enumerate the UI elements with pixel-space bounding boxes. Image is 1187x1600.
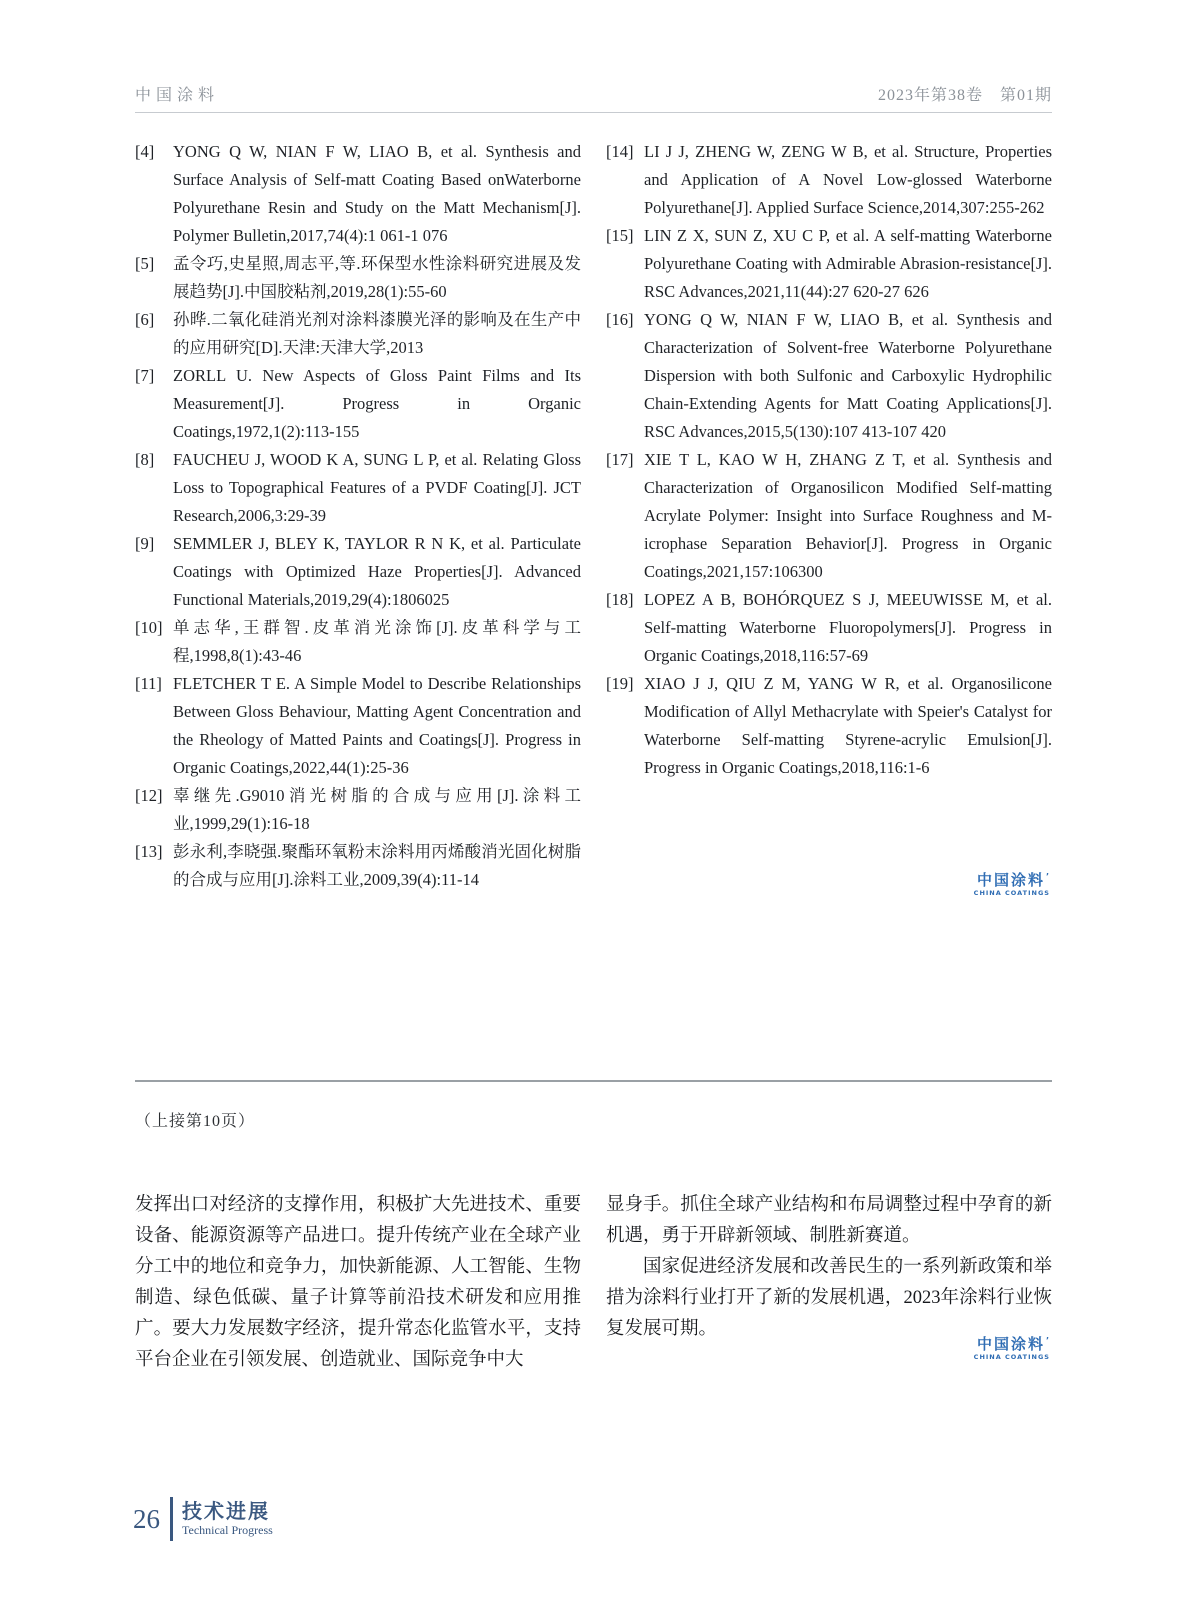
reference-text: 彭永利,李晓强.聚酯环氧粉末涂料用丙烯酸消光固化树脂的合成与应用[J].涂料工业,2009,39(4):11-14 (173, 842, 581, 889)
reference-list (135, 138, 1052, 894)
reference-number: [10] (135, 618, 163, 637)
footer-section-title: 技术进展 (182, 1499, 270, 1524)
section-divider (135, 1080, 1052, 1082)
reference-item (606, 222, 1052, 306)
reference-number: [17] (606, 450, 634, 469)
reference-column-left (135, 138, 581, 894)
reference-number: [19] (606, 674, 634, 693)
article-body-left-column (135, 1190, 581, 1376)
footer-section-subtitle: Technical Progress (182, 1523, 273, 1538)
footer-divider-bar (170, 1497, 173, 1541)
reference-item (135, 614, 581, 670)
china-coatings-logo-text: 中国涂料’ (976, 871, 1051, 889)
reference-number: [16] (606, 310, 634, 329)
reference-item (606, 670, 1052, 782)
reference-text: FAUCHEU J, WOOD K A, SUNG L P, et al. Relating Gloss Loss to Topographical Features of a PVDF Coating[J]. JCT Research,2006,3:29-39 (173, 450, 581, 525)
reference-text: LOPEZ A B, BOHÓRQUEZ S J, MEEUWISSE M, et al. Self-matting Waterborne Fluoropolymers[J]. Progress in Organic Coatings,2018,116:57-69 (644, 590, 1052, 665)
reference-item (135, 838, 581, 894)
reference-item (135, 306, 581, 362)
trademark-mark: ’ (1045, 1336, 1051, 1345)
reference-text: LIN Z X, SUN Z, XU C P, et al. A self-matting Waterborne Polyurethane Coating with Admirable Abrasion-resistance[J]. RSC Advances,2021,11(44):27 620-27 626 (644, 226, 1052, 301)
page-number: 26 (133, 1503, 160, 1534)
page-footer (133, 1497, 273, 1541)
reference-text: 辜继先.G9010消光树脂的合成与应用[J].涂料工业,1999,29(1):16-18 (173, 786, 581, 833)
reference-text: FLETCHER T E. A Simple Model to Describe Relationships Between Gloss Behaviour, Matting Agent Concentration and the Rheology of Matted Paints and Coatings[J]. Progress in Organic Coatings,2022,44(1):25-36 (173, 674, 581, 777)
journal-name: 中国涂料 (135, 87, 220, 104)
reference-number: [7] (135, 366, 155, 385)
reference-number: [12] (135, 786, 163, 805)
reference-text: SEMMLER J, BLEY K, TAYLOR R N K, et al. Particulate Coatings with Optimized Haze Properties[J]. Advanced Functional Materials,2019,29(4):1806025 (173, 534, 581, 609)
body-paragraph: 发挥出口对经济的支撑作用，积极扩大先进技术、重要设备、能源资源等产品进口。提升传统产业在全球产业分工中的地位和竞争力，加快新能源、人工智能、生物制造、绿色低碳、量子计算等前沿技术研发和应用推广。要大力发展数字经济，提升常态化监管水平，支持平台企业在引领发展、创造就业、国际竞争中大 (135, 1195, 581, 1370)
reference-item (606, 586, 1052, 670)
china-coatings-logo-subtext: CHINA COATINGS (973, 888, 1050, 897)
reference-text: LI J J, ZHENG W, ZENG W B, et al. Structure, Properties and Application of A Novel Low-glossed Waterborne Polyurethane[J]. Applied Surface Science,2014,307:255-262 (644, 142, 1052, 217)
body-paragraph: 国家促进经济发展和改善民生的一系列新政策和举措为涂料行业打开了新的发展机遇，2023年涂料行业恢复发展可期。 (606, 1257, 1052, 1339)
issue-info: 2023年第38卷 第01期 (877, 87, 1052, 104)
reference-item (135, 250, 581, 306)
china-coatings-logo (974, 872, 1050, 897)
reference-number: [15] (606, 226, 634, 245)
footer-section (182, 1500, 273, 1537)
reference-item (135, 782, 581, 838)
reference-text: XIAO J J, QIU Z M, YANG W R, et al. Organosilicone Modification of Allyl Methacrylate with Speier's Catalyst for Waterborne Self-matting Styrene-acrylic Emulsion[J]. Progress in Organic Coatings,2018,116:1-6 (644, 674, 1052, 777)
reference-number: [8] (135, 450, 155, 469)
reference-number: [11] (135, 674, 162, 693)
reference-text: 单志华,王群智.皮革消光涂饰[J].皮革科学与工程,1998,8(1):43-46 (173, 618, 581, 665)
reference-text: XIE T L, KAO W H, ZHANG Z T, et al. Synthesis and Characterization of Organosilicon Modified Self-matting Acrylate Polymer: Insight into Surface Roughness and M-icrophase Separation Behavior[J]. Progress in Organic Coatings,2021,157:106300 (644, 450, 1052, 581)
reference-text: 孟令巧,史星照,周志平,等.环保型水性涂料研究进展及发展趋势[J].中国胶粘剂,2019,28(1):55-60 (173, 254, 581, 301)
reference-number: [5] (135, 254, 155, 273)
reference-item (135, 670, 581, 782)
trademark-mark: ’ (1045, 872, 1051, 881)
reference-number: [13] (135, 842, 163, 861)
reference-item (135, 138, 581, 250)
reference-text: YONG Q W, NIAN F W, LIAO B, et al. Synthesis and Characterization of Solvent-free Waterborne Polyurethane Dispersion with both Sulfonic and Carboxylic Hydrophilic Chain-Extending Agents for Matt Coating Applications[J]. RSC Advances,2015,5(130):107 413-107 420 (644, 310, 1052, 441)
reference-item (606, 446, 1052, 586)
reference-item (135, 530, 581, 614)
reference-number: [9] (135, 534, 155, 553)
reference-number: [14] (606, 142, 634, 161)
body-paragraph: 显身手。抓住全球产业结构和布局调整过程中孕育的新机遇，勇于开辟新领域、制胜新赛道。 (606, 1195, 1052, 1246)
reference-number: [4] (135, 142, 155, 161)
china-coatings-logo-text: 中国涂料’ (976, 1335, 1051, 1353)
continuation-note: （上接第10页） (135, 1113, 256, 1130)
reference-item (606, 138, 1052, 222)
reference-text: 孙晔.二氧化硅消光剂对涂料漆膜光泽的影响及在生产中的应用研究[D].天津:天津大学,2013 (173, 310, 581, 357)
article-body (135, 1190, 1052, 1376)
reference-item (606, 306, 1052, 446)
reference-number: [18] (606, 590, 634, 609)
china-coatings-logo-subtext: CHINA COATINGS (973, 1352, 1050, 1361)
reference-column-right (606, 138, 1052, 894)
reference-item (135, 446, 581, 530)
reference-text: YONG Q W, NIAN F W, LIAO B, et al. Synthesis and Surface Analysis of Self-matt Coating Based onWaterborne Polyurethane Resin and Study on the Matt Mechanism[J]. Polymer Bulletin,2017,74(4):1 061-1 076 (173, 142, 581, 245)
china-coatings-logo (974, 1336, 1050, 1361)
reference-text: ZORLL U. New Aspects of Gloss Paint Films and Its Measurement[J]. Progress in Organic Coatings,1972,1(2):113-155 (173, 366, 581, 441)
reference-number: [6] (135, 310, 155, 329)
reference-item (135, 362, 581, 446)
page-header (135, 82, 1052, 113)
